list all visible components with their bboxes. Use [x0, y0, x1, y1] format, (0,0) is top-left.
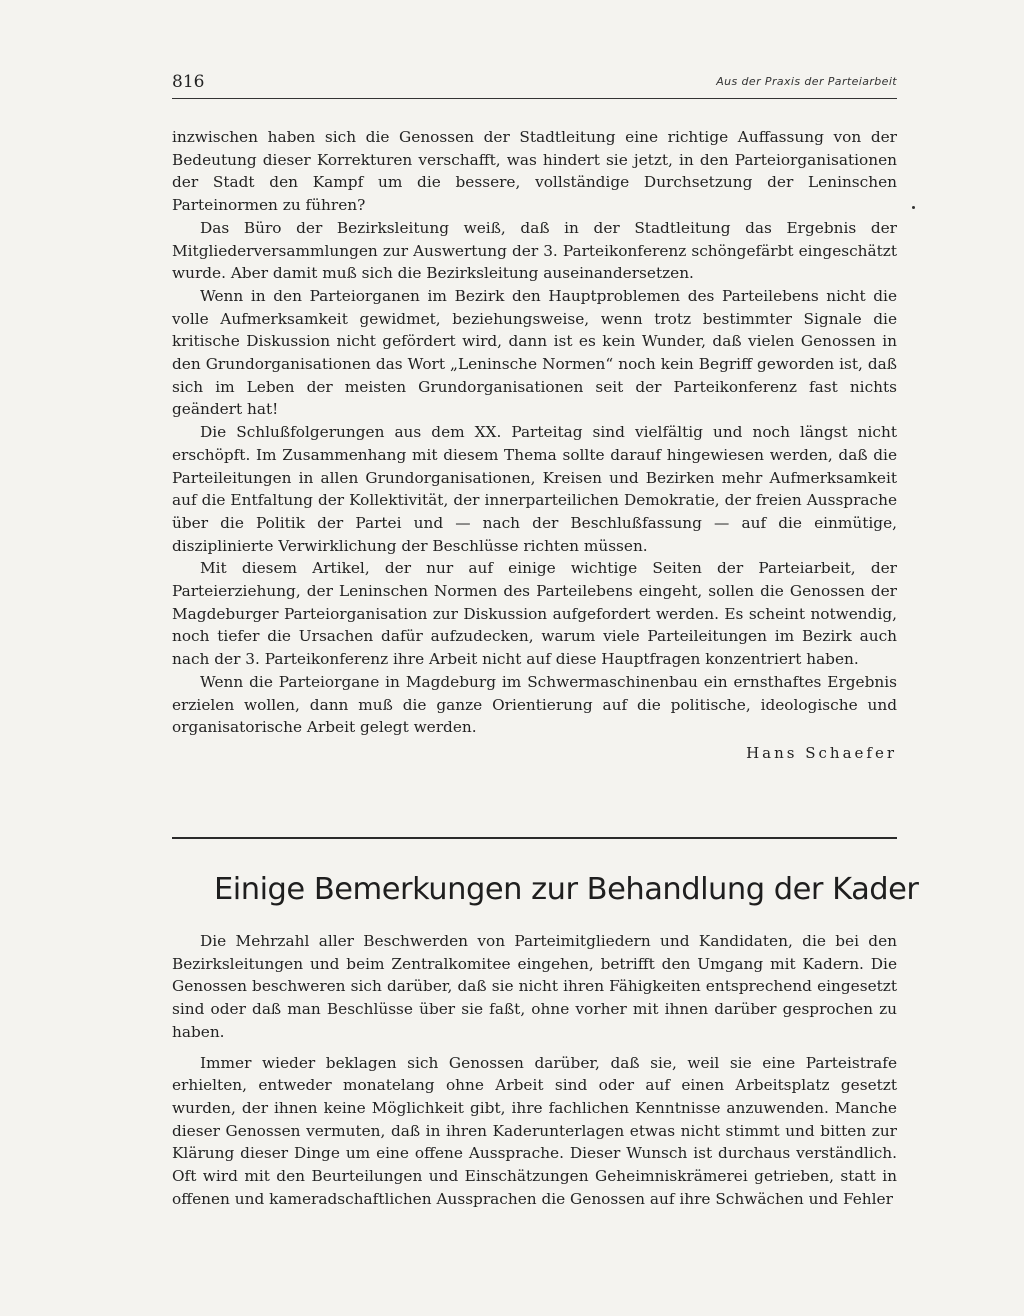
paragraph: inzwischen haben sich die Genossen der Stadtleitung eine richtige Auffassung von der Bedeutung dieser Korrekturen verschafft, was hindert sie jetzt, in den Parteiorganisationen der Stadt den Kampf um die bessere, vollständige Durchsetzung der Leninschen Parteinormen zu führen? [172, 128, 897, 215]
paragraph: Das Büro der Bezirksleitung weiß, daß in der Stadtleitung das Ergebnis der Mitgliederversammlungen zur Auswertung der 3. Parteikonferenz schöngefärbt eingeschätzt wurde. Aber damit muß sich die Bezirksleitung auseinandersetzen. [172, 218, 897, 283]
paragraph: Die Schlußfolgerungen aus dem XX. Parteitag sind vielfältig und noch längst nicht erschöpft. Im Zusammenhang mit diesem Thema sollte darauf hingewiesen werden, daß die Parteileitungen in allen Grundorganisationen, Kreisen und Bezirken mehr Aufmerksamkeit auf die Entfaltung der Kollektivität, der innerparteilichen Demokratie, der freien Aussprache über die Politik der Partei und — nach der Beschlußfassung — auf die einmütige, disziplinierte Verwirklichung der Beschlüsse richten müssen. [172, 423, 897, 555]
author-signature: Hans Schaefer [746, 743, 897, 762]
paragraph: Mit diesem Artikel, der nur auf einige wichtige Seiten der Parteiarbeit, der Parteierziehung, der Leninschen Normen des Parteilebens eingeht, sollen die Genossen der Magdeburger Parteiorganisation zur Diskussion aufgefordert werden. Es scheint notwendig, noch tiefer die Ursachen dafür aufzudecken, warum viele Parteileitungen im Bezirk auch nach der 3. Parteikonferenz ihre Arbeit nicht auf diese Hauptfragen konzentriert haben. [172, 559, 897, 669]
paragraph: Immer wieder beklagen sich Genossen darüber, daß sie, weil sie eine Parteistrafe erhielten, entweder monatelang ohne Arbeit sind oder auf einen Arbeitsplatz gesetzt wurden, der ihnen keine Möglichkeit gibt, ihre fachlichen Kenntnisse anzuwenden. Manche dieser Genossen vermuten, daß in ihren Kaderunterlagen etwas nicht stimmt und bitten zur Klärung dieser Dinge um eine offene Aussprache. Dieser Wunsch ist durchaus verständlich. Oft wird mit den Beurteilungen und Einschätzungen Geheimniskrämerei getrieben, statt in offenen und kameradschaftlichen Aussprachen die Genossen auf ihre Schwächen und Fehler [172, 1053, 897, 1208]
article-title: Einige Bemerkungen zur Behandlung der Kader [214, 872, 919, 907]
paragraph: Die Mehrzahl aller Beschwerden von Parteimitgliedern und Kandidaten, die bei den Bezirksleitungen und beim Zentralkomitee eingehen, betrifft den Umgang mit Kadern. Die Genossen beschweren sich darüber, daß sie nicht ihren Fähigkeiten entsprechend eingesetzt sind oder daß man Beschlüsse über sie faßt, ohne vorher mit ihnen darüber gesprochen zu haben. [172, 932, 897, 1041]
section-divider [172, 837, 897, 839]
stray-dot-mark [912, 206, 915, 209]
paragraph: Wenn die Parteiorgane in Magdeburg im Schwermaschinenbau ein ernsthaftes Ergebnis erzielen wollen, dann muß die ganze Orientierung auf die politische, ideologische und organisatorische Arbeit gelegt werden. [172, 672, 897, 737]
article-kader [172, 930, 897, 1210]
page-header [172, 72, 897, 99]
running-head: Aus der Praxis der Parteiarbeit [716, 75, 897, 88]
paragraph: Wenn in den Parteiorganen im Bezirk den Hauptproblemen des Parteilebens nicht die volle Aufmerksamkeit gewidmet, beziehungsweise, wenn trotz bestimmter Signale die kritische Diskussion nicht gefördert wird, dann ist es kein Wunder, daß vielen Genossen in den Grundorganisationen das Wort „Leninsche Normen“ noch kein Begriff geworden ist, daß sich im Leben der meisten Grundorganisationen seit der Parteikonferenz fast nichts geändert hat! [172, 286, 897, 419]
page-number: 816 [172, 72, 205, 92]
article-continued [172, 126, 897, 765]
